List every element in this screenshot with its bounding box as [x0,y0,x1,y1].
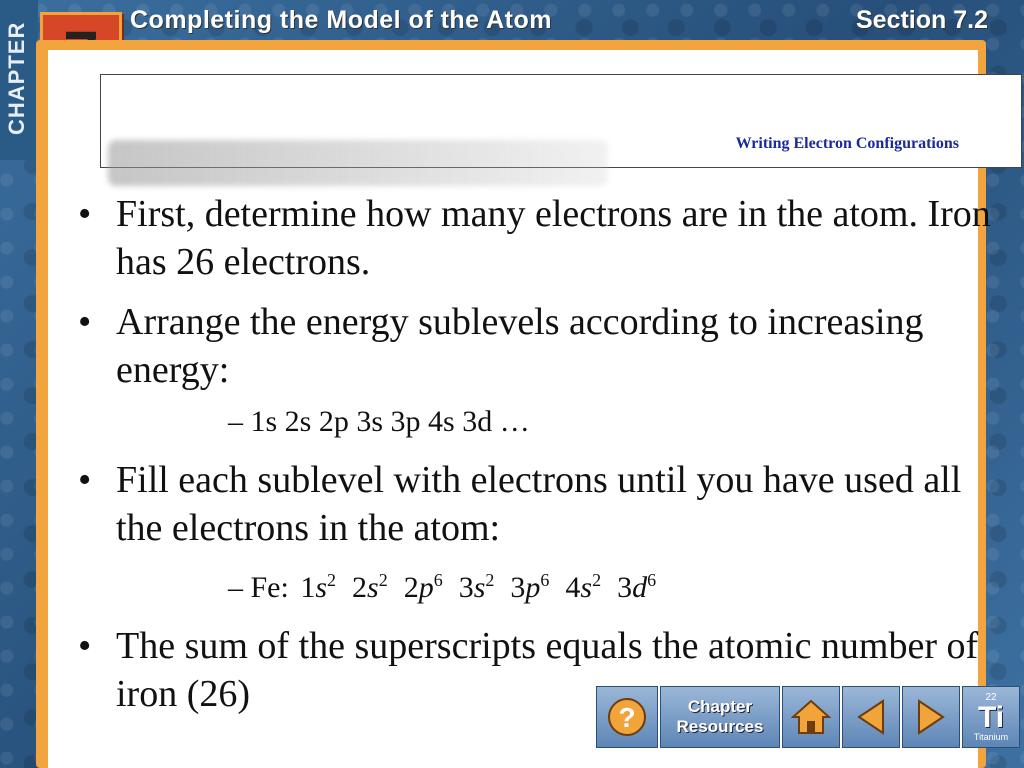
config-term: $2p^6$ [403,570,443,604]
bullet-dot: • [78,301,92,343]
section-label: Section 7.2 [856,6,988,34]
bullet-text: Fill each sublevel with electrons until you have used all the electrons in the atom: [116,459,962,549]
fe-prefix: Fe: [250,571,289,604]
chapter-resources-line1: Chapter [687,697,753,716]
config-term: $4s^2$ [565,570,602,604]
config-term: $1s^2$ [300,570,337,604]
element-symbol: Ti [977,700,1005,734]
chapter-title: Completing the Model of the Atom [130,6,552,34]
sublevel-order-text: 1s 2s 2p 3s 3p 4s 3d … [250,405,530,438]
bullet-text: The sum of the superscripts equals the atomic number of iron (26) [116,625,979,715]
element-number: 22 [985,691,997,703]
title-shadow [108,140,608,186]
help-button[interactable] [596,686,658,748]
bullet-dot: • [78,193,92,235]
config-term: $3d^6$ [617,570,657,604]
home-icon [791,697,831,737]
config-term: $3s^2$ [458,570,495,604]
next-button[interactable] [902,686,960,748]
config-term: $3p^6$ [510,570,550,604]
home-button[interactable] [782,686,840,748]
slide-subtitle: Writing Electron Configurations [735,135,959,152]
help-icon [607,693,647,741]
arrow-left-icon [853,697,889,737]
element-name: Titanium [973,731,1009,742]
bullet-text: First, determine how many electrons are in the atom. Iron has 26 electrons. [116,193,991,283]
bullet-1 [78,190,1008,286]
bullet-dot: • [78,625,92,667]
bullet-list [78,190,1008,730]
config-term: $2s^2$ [352,570,388,604]
bullet-dot: • [78,459,92,501]
navigation-bar [596,686,1020,748]
titanium-element-button[interactable] [962,686,1020,748]
bullet-text: Arrange the energy sublevels according to increasing energy: [116,301,924,391]
bullet-3 [78,456,1008,552]
chapter-strip [0,0,38,160]
fe-configuration: – Fe: $1s^2$ $2s^2$ $2p^6$ $3s^2$ $3p^6$ $4s^2$ $3d^6$ [228,570,657,604]
previous-button[interactable] [842,686,900,748]
chapter-resources-line2: Resources [676,717,764,736]
fe-terms [296,571,656,604]
bullet-2 [78,298,1008,394]
svg-text:?: ? [618,702,636,733]
arrow-right-icon [913,697,949,737]
chapter-word: CHAPTER [4,21,29,135]
chapter-resources-button[interactable] [660,686,780,748]
sublevel-order: – 1s 2s 2p 3s 3p 4s 3d … [228,405,530,438]
